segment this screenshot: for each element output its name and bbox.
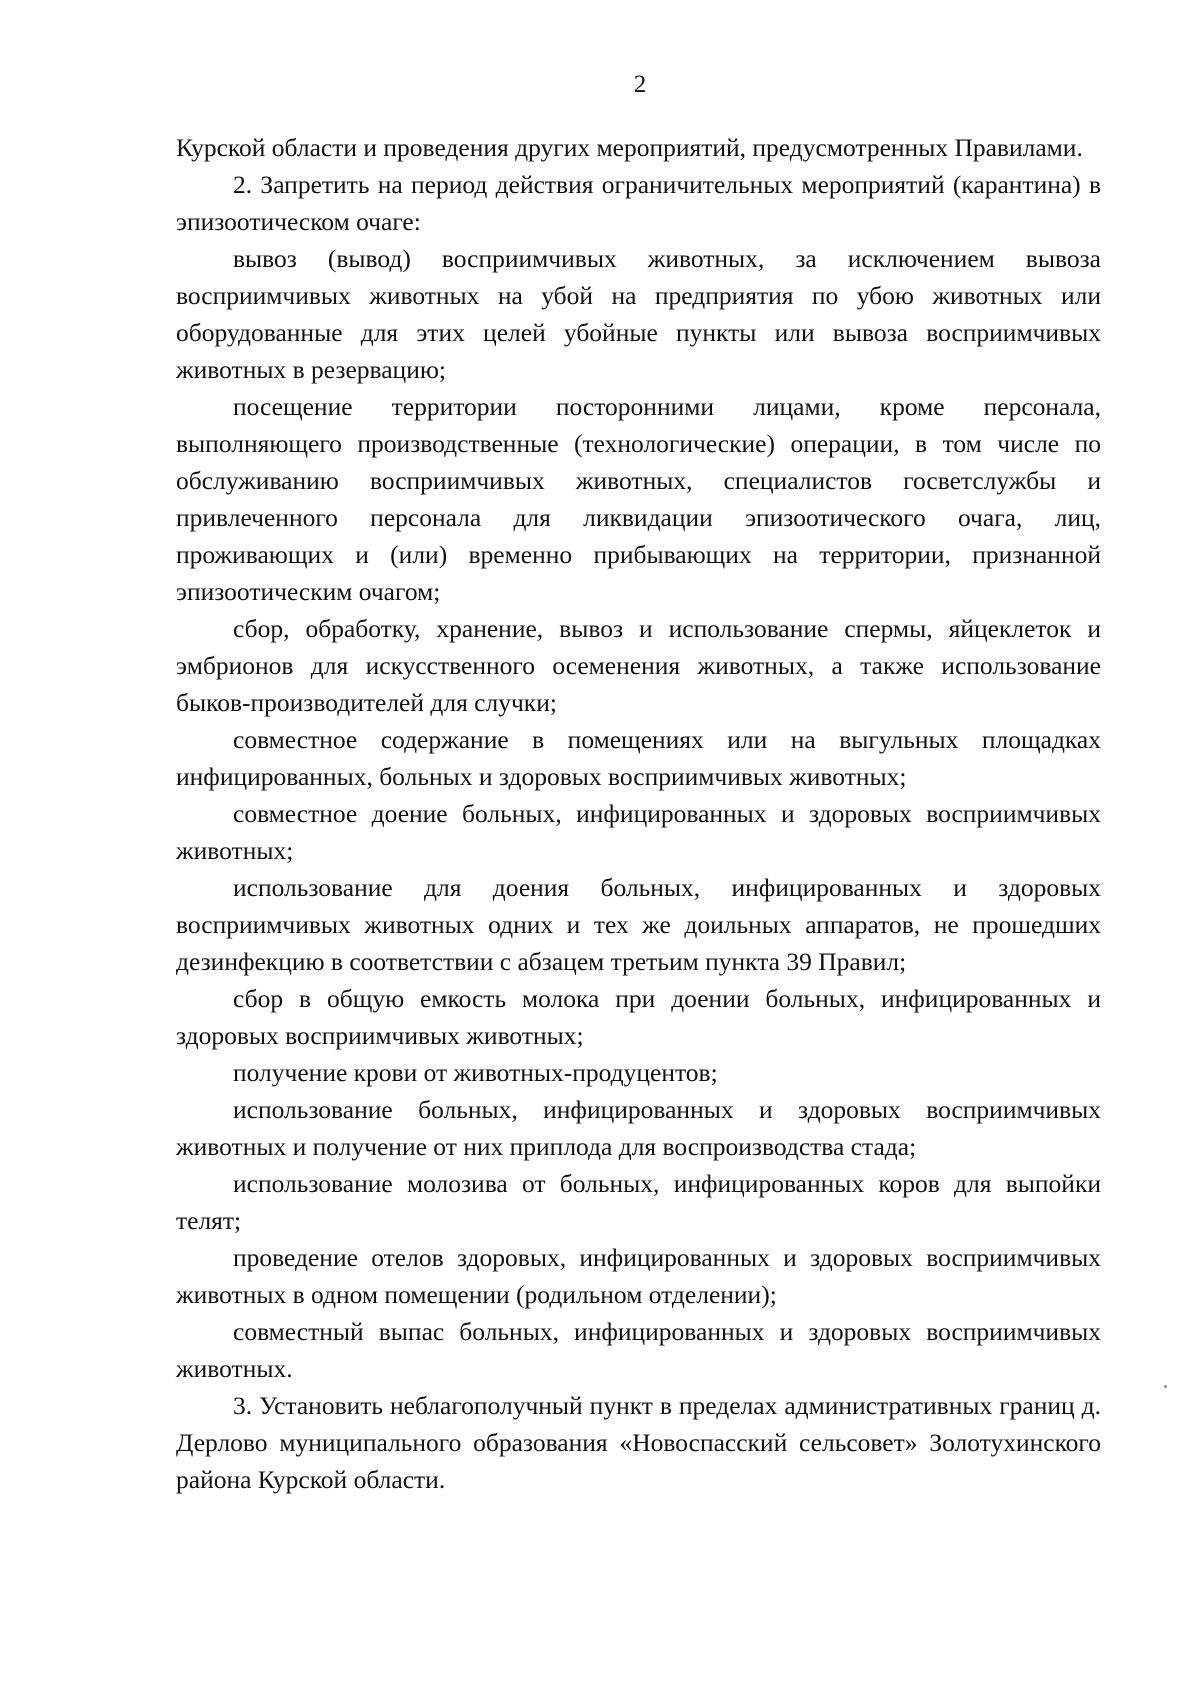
paragraph-ban-blood: получение крови от животных-продуцентов; — [233, 1058, 718, 1087]
paragraph-ban-milking-devices: использование для доения больных, инфицированных и здоровых восприимчивых животных одних и тех же доильных аппаратов, не прошедших дезинфекцию в соответствии с абзацем третьим пункта 39 Правил; — [176, 873, 1101, 976]
document-body — [176, 129, 1101, 1498]
paragraph-ban-sperm: сбор, обработку, хранение, вывоз и использование спермы, яйцеклеток и эмбрионов для искусственного осеменения животных, а также использование быков-производителей для случки; — [176, 614, 1101, 717]
paragraph-ban-breeding: использование больных, инфицированных и здоровых восприимчивых животных и получение от них приплода для воспроизводства стада; — [176, 1095, 1101, 1161]
page-number: 2 — [633, 71, 647, 98]
paragraph-continuation: Курской области и проведения других мероприятий, предусмотренных Правилами. — [176, 133, 1083, 162]
paragraph-ban-joint-keeping: совместное содержание в помещениях или на выгульных площадках инфицированных, больных и здоровых восприимчивых животных; — [176, 725, 1101, 791]
scan-speck — [1164, 1385, 1167, 1388]
paragraph-item-2: 2. Запретить на период действия ограничительных мероприятий (карантина) в эпизоотическом очаге: — [176, 170, 1101, 236]
paragraph-ban-calving: проведение отелов здоровых, инфицированных и здоровых восприимчивых животных в одном помещении (родильном отделении); — [176, 1243, 1101, 1309]
paragraph-item-3: 3. Установить неблагополучный пункт в пределах административных границ д. Дерлово муниципального образования «Новоспасский сельсовет» Золотухинского района Курской области. — [176, 1391, 1101, 1494]
paragraph-ban-grazing: совместный выпас больных, инфицированных и здоровых восприимчивых животных. — [176, 1317, 1101, 1383]
paragraph-ban-joint-milking: совместное доение больных, инфицированных и здоровых восприимчивых животных; — [176, 799, 1101, 865]
paragraph-ban-export: вывоз (вывод) восприимчивых животных, за исключением вывоза восприимчивых животных на убой на предприятия по убою животных или оборудованные для этих целей убойные пункты или вывоза восприимчивых животных в резервацию; — [176, 244, 1101, 384]
paragraph-ban-milk-collection: сбор в общую емкость молока при доении больных, инфицированных и здоровых восприимчивых животных; — [176, 984, 1101, 1050]
paragraph-ban-colostrum: использование молозива от больных, инфицированных коров для выпойки телят; — [176, 1169, 1101, 1235]
paragraph-ban-visits: посещение территории посторонними лицами, кроме персонала, выполняющего производственные (технологические) операции, в том числе по обслуживанию восприимчивых животных, специалистов госветслужбы и привлеченного персонала для ликвидации эпизоотического очага, лиц, проживающих и (или) временно прибывающих на территории, признанной эпизоотическим очагом; — [176, 392, 1101, 606]
